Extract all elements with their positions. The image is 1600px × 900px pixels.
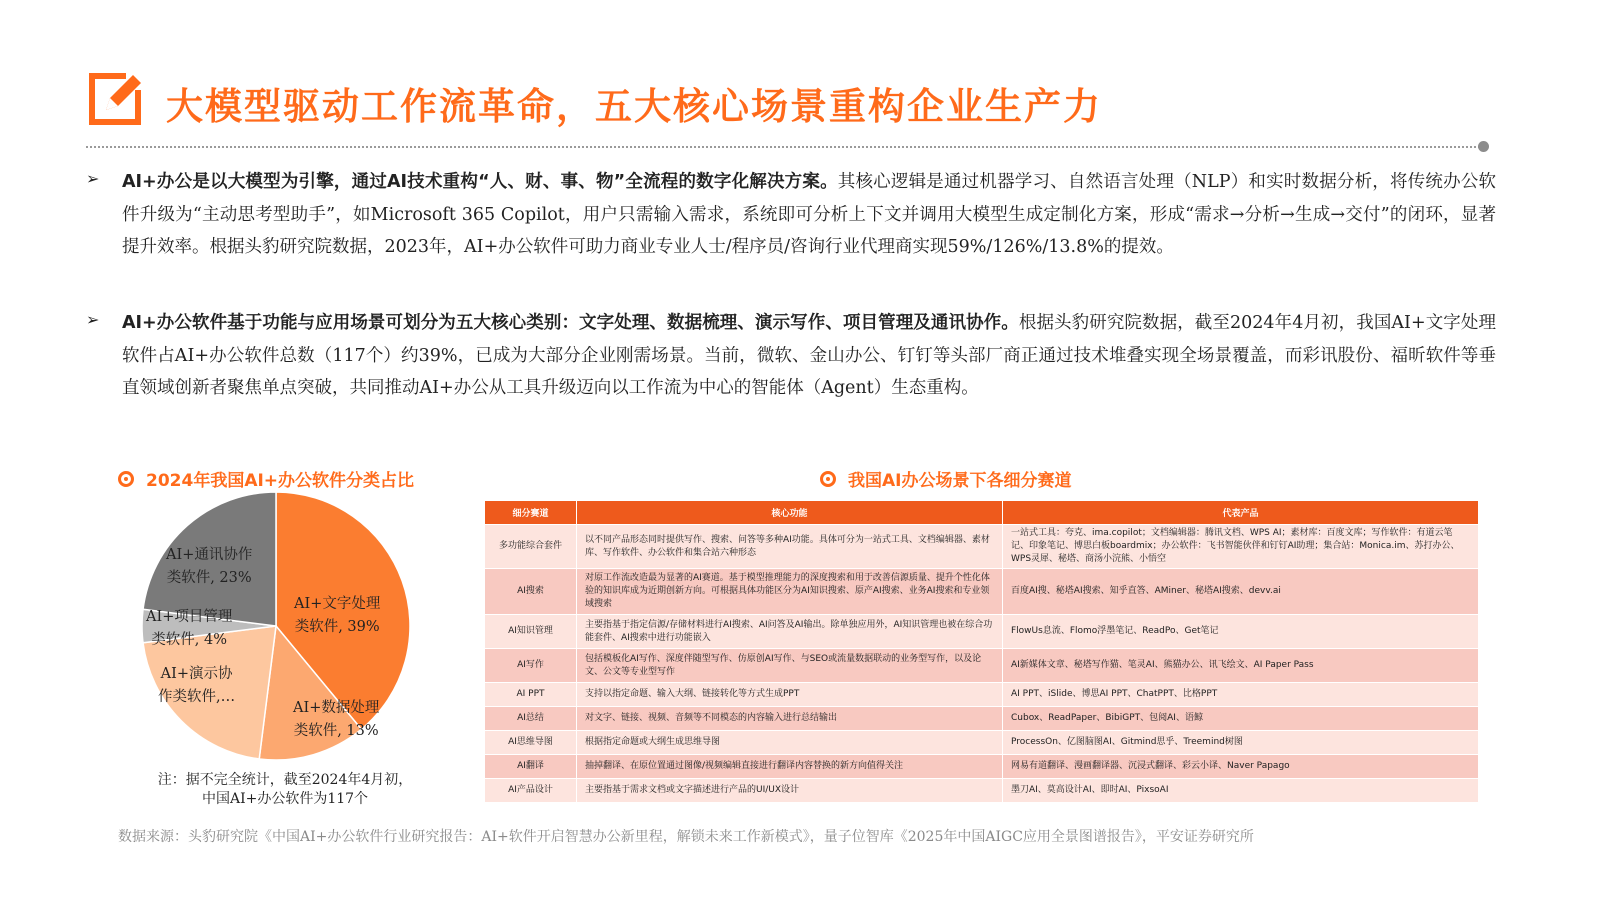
- segment-cell: AI搜索: [485, 569, 577, 615]
- divider-end-dot: [1478, 141, 1489, 152]
- bullet-paragraph-1: [86, 166, 1496, 264]
- table-row: [485, 569, 1479, 615]
- table-section-header: [820, 466, 1071, 491]
- data-source: 数据来源：头豹研究院《中国AI+办公软件行业研究报告：AI+软件开启智慧办公新里程，解锁未来工作新模式》，量子位智库《2025年中国AIGC应用全景图谱报告》，平安证券研究所: [118, 829, 1254, 845]
- table-section-title: 我国AI办公场景下各细分赛道: [848, 471, 1072, 491]
- pie-section-header: [118, 466, 414, 491]
- products-cell: AI新媒体文章、秘塔写作猫、笔灵AI、熊猫办公、讯飞绘文、AI Paper Pass: [1003, 649, 1479, 683]
- segments-table: [484, 500, 1479, 803]
- paragraph-lead: AI+办公软件基于功能与应用场景可划分为五大核心类别：文字处理、数据梳理、演示写作、项目管理及通讯协作。: [122, 313, 1019, 333]
- pie-section-title: 2024年我国AI+办公软件分类占比: [146, 471, 415, 491]
- table-row: [485, 755, 1479, 779]
- core-function-cell: 包括模板化AI写作、深度伴随型写作、仿原创AI写作、与SEO或流量数据联动的业务型写作，以及论文、公文等专业型写作: [577, 649, 1003, 683]
- segment-cell: AI思维导图: [485, 731, 577, 755]
- target-icon: [820, 471, 836, 487]
- header-products: 代表产品: [1003, 501, 1479, 525]
- pie-label-text-processing: AI+文字处理 类软件, 39%: [294, 596, 381, 635]
- products-cell: 百度AI搜、秘塔AI搜索、知乎直答、AMiner、秘塔AI搜索、devv.ai: [1003, 569, 1479, 615]
- segment-cell: AI知识管理: [485, 615, 577, 649]
- table-row: [485, 525, 1479, 569]
- paragraph-text: [122, 307, 1496, 405]
- page-title: 大模型驱动工作流革命，五大核心场景重构企业生产力: [166, 85, 1102, 128]
- pie-footnote: 注：据不完全统计，截至2024年4月初， 中国AI+办公软件为117个: [157, 772, 413, 807]
- products-cell: 墨刀AI、莫高设计AI、即时AI、PixsoAI: [1003, 779, 1479, 803]
- core-function-cell: 抽掉翻译、在原位置通过图像/视频编辑直接进行翻译内容替换的新方向值得关注: [577, 755, 1003, 779]
- table-row: [485, 707, 1479, 731]
- pencil-square-icon: [86, 70, 144, 128]
- core-function-cell: 对文字、链接、视频、音频等不同模态的内容输入进行总结输出: [577, 707, 1003, 731]
- paragraph-lead: AI+办公是以大模型为引擎，通过AI技术重构“人、财、事、物”全流程的数字化解决方案。: [122, 172, 838, 192]
- core-function-cell: 主要指基于指定信源/存储材料进行AI搜索、AI问答及AI输出。除单独应用外，AI知识管理也被在综合功能套件、AI搜索中进行功能嵌入: [577, 615, 1003, 649]
- core-function-cell: 主要指基于需求文档或文字描述进行产品的UI/UX设计: [577, 779, 1003, 803]
- core-function-cell: 以不同产品形态同时提供写作、搜索、问答等多种AI功能。具体可分为一站式工具、文档编辑器、素材库、写作软件、办公软件和集合站六种形态: [577, 525, 1003, 569]
- core-function-cell: 支持以指定命题、输入大纲、链接转化等方式生成PPT: [577, 683, 1003, 707]
- table-header-row: [485, 501, 1479, 525]
- pie-label-presentation: AI+演示协 作类软件,…: [158, 666, 236, 705]
- pie-label-communication: AI+通讯协作 类软件, 23%: [166, 547, 253, 586]
- segment-cell: AI PPT: [485, 683, 577, 707]
- bullet-paragraph-2: [86, 307, 1496, 405]
- segment-cell: AI写作: [485, 649, 577, 683]
- table-row: [485, 615, 1479, 649]
- segment-cell: AI产品设计: [485, 779, 577, 803]
- table-row: [485, 779, 1479, 803]
- segment-cell: AI总结: [485, 707, 577, 731]
- header-segment: 细分赛道: [485, 501, 577, 525]
- table-row: [485, 731, 1479, 755]
- target-icon: [118, 471, 134, 487]
- bullet-marker: ➢: [86, 169, 100, 188]
- paragraph-body: 其核心逻辑是通过机器学习、自然语言处理（NLP）和实时数据分析，将传统办公软件升级为“主动思考型助手”，如Microsoft 365 Copilot，用户只需输入需求，系统即可分析上下文并调用大模型生成定制化方案，形成“需求→分析→生成→交付”的闭环，显著提升效率。根据头豹研究院数据，2023年，AI+办公软件可助力商业专业人士/程序员/咨询行业代理商实现59%/126%/13.8%的提效。: [122, 172, 1496, 257]
- products-cell: ProcessOn、亿图脑图AI、Gitmind思乎、Treemind树图: [1003, 731, 1479, 755]
- paragraph-body: 根据头豹研究院数据，截至2024年4月初，我国AI+文字处理软件占AI+办公软件总数（117个）约39%，已成为大部分企业刚需场景。当前，微软、金山办公、钉钉等头部厂商正通过技术堆叠实现全场景覆盖，而彩讯股份、福昕软件等垂直领域创新者聚焦单点突破，共同推动AI+办公从工具升级迈向以工作流为中心的智能体（Agent）生态重构。: [122, 313, 1496, 398]
- table-row: [485, 649, 1479, 683]
- products-cell: FlowUs息流、Flomo浮墨笔记、ReadPo、Get笔记: [1003, 615, 1479, 649]
- table-row: [485, 683, 1479, 707]
- products-cell: AI PPT、iSlide、博思AI PPT、ChatPPT、比格PPT: [1003, 683, 1479, 707]
- header-divider: [86, 146, 1480, 148]
- pie-label-data-processing: AI+数据处理 类软件, 13%: [293, 700, 380, 739]
- bullet-marker: ➢: [86, 310, 100, 329]
- header-core-function: 核心功能: [577, 501, 1003, 525]
- products-cell: 一站式工具：夸克、ima.copilot；文档编辑器：腾讯文档、WPS AI；素材库：百度文库；写作软件：有道云笔记、印象笔记、博思白板boardmix；办公软件：飞书智能伙伴和钉钉AI助理；集合站：Monica.im、苏打办公、WPS灵犀、秘塔、商汤小浣熊、小悟空: [1003, 525, 1479, 569]
- core-function-cell: 根据指定命题或大纲生成思维导图: [577, 731, 1003, 755]
- paragraph-text: [122, 166, 1496, 264]
- pie-label-project-mgmt: AI+项目管理 类软件, 4%: [146, 609, 233, 648]
- segment-cell: 多功能综合套件: [485, 525, 577, 569]
- products-cell: 网易有道翻译、漫画翻译器、沉浸式翻译、彩云小译、Naver Papago: [1003, 755, 1479, 779]
- segment-cell: AI翻译: [485, 755, 577, 779]
- core-function-cell: 对原工作流改造最为显著的AI赛道。基于模型推理能力的深度搜索和用于改善信源质量、提升个性化体验的知识库成为近期创新方向。可根据具体功能区分为AI知识搜索、原产AI搜索、业务AI搜索和专业领域搜索: [577, 569, 1003, 615]
- products-cell: Cubox、ReadPaper、BibiGPT、包阅AI、语鲸: [1003, 707, 1479, 731]
